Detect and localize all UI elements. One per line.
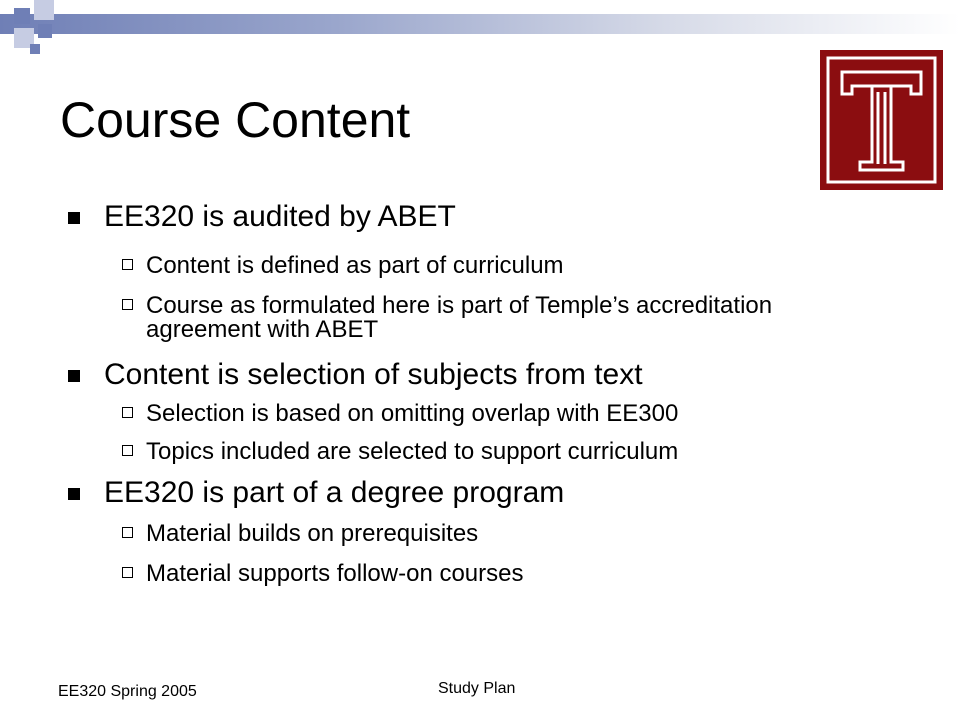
square-bullet-icon xyxy=(68,212,80,224)
footer-course-label: EE320 Spring 2005 xyxy=(58,683,197,700)
square-bullet-icon xyxy=(68,370,80,382)
sub-bullet-text: Material supports follow-on courses xyxy=(146,560,524,587)
sub-bullet-text: Material builds on prerequisites xyxy=(146,520,479,547)
sub-bullet-item xyxy=(146,254,564,278)
sub-bullet-text: Topics included are selected to support curriculum xyxy=(146,438,679,465)
hollow-square-bullet-icon xyxy=(122,527,133,538)
bullet-text: EE320 is part of a degree program xyxy=(104,476,565,509)
square-bullet-icon xyxy=(68,488,80,500)
bullet-item xyxy=(104,200,456,234)
sub-bullet-text: Content is defined as part of curriculum xyxy=(146,252,564,279)
hollow-square-bullet-icon xyxy=(122,299,133,310)
temple-university-t-logo-icon xyxy=(820,50,943,190)
slide-title: Course Content xyxy=(60,92,411,148)
sub-bullet-text: Course as formulated here is part of Temple’s accreditation agreement with ABET xyxy=(146,292,773,343)
hollow-square-bullet-icon xyxy=(122,445,133,456)
sub-bullet-item xyxy=(146,522,478,546)
sub-bullet-item xyxy=(146,440,678,464)
sub-bullet-text: Selection is based on omitting overlap with EE300 xyxy=(146,400,679,427)
hollow-square-bullet-icon xyxy=(122,259,133,270)
bullet-text: EE320 is audited by ABET xyxy=(104,200,456,233)
hollow-square-bullet-icon xyxy=(122,567,133,578)
header-gradient-bar xyxy=(0,14,960,34)
sub-bullet-item xyxy=(146,402,678,426)
sub-bullet-item xyxy=(146,294,786,342)
bullet-item xyxy=(104,358,643,392)
decorative-squares xyxy=(0,0,80,60)
hollow-square-bullet-icon xyxy=(122,407,133,418)
sub-bullet-item xyxy=(146,562,524,586)
bullet-item xyxy=(104,476,564,510)
bullet-text: Content is selection of subjects from text xyxy=(104,358,643,391)
footer-title: Study Plan xyxy=(438,680,516,697)
